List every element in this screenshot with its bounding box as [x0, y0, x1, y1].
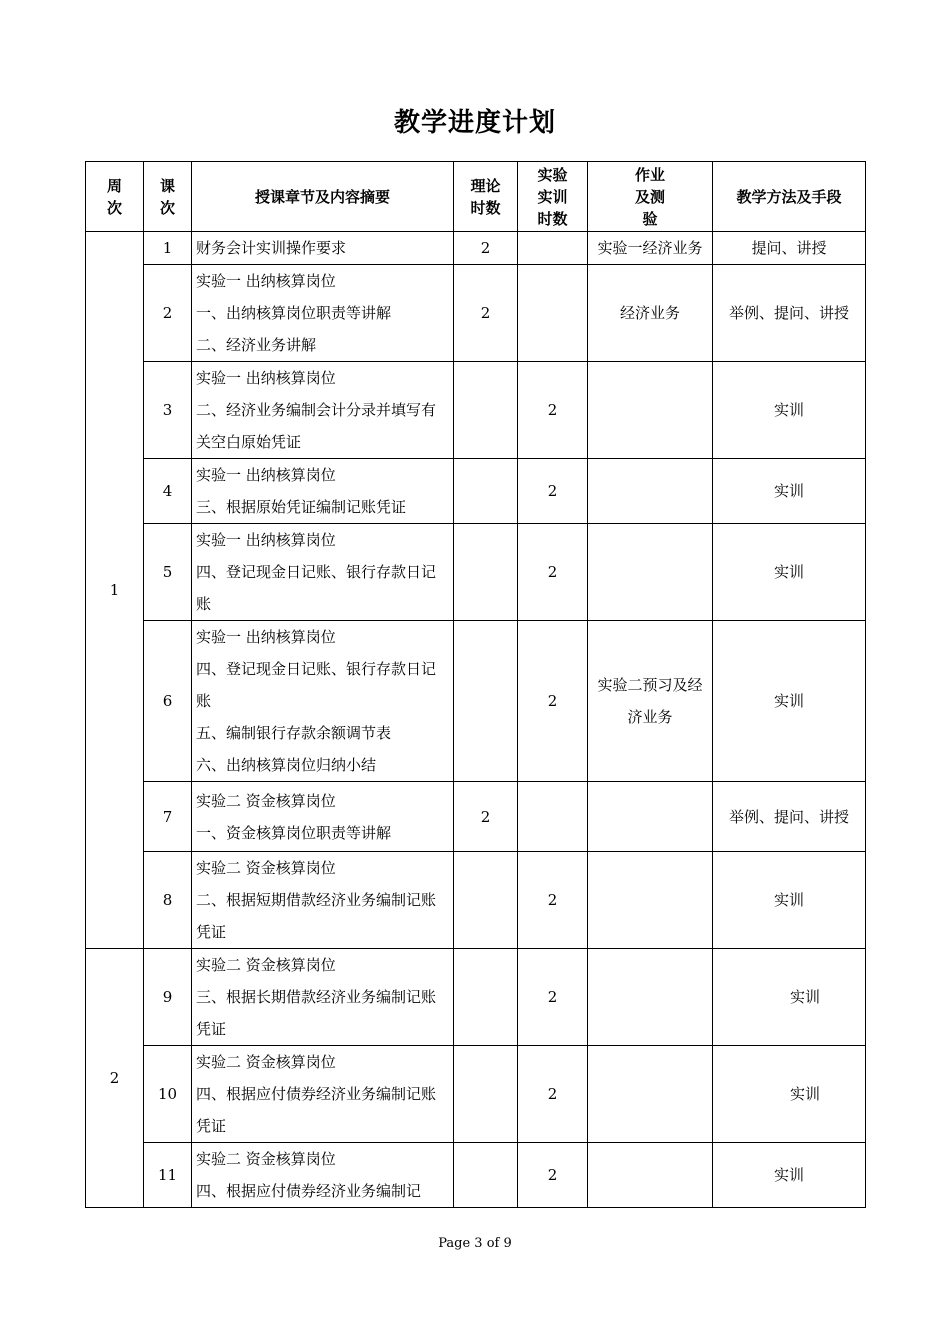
theory-hours-cell: [454, 621, 518, 782]
schedule-body: [86, 232, 866, 1208]
content-line: 实验二 资金核算岗位: [196, 1053, 336, 1071]
table-row: [86, 852, 866, 949]
theory-hours-cell: 2: [454, 782, 518, 852]
method-cell: 实训: [713, 621, 866, 782]
content-line: 二、经济业务讲解: [196, 336, 317, 354]
lab-hours-cell: [518, 232, 588, 265]
homework-cell: 实验二预习及经济业务: [588, 621, 713, 782]
theory-hours-cell: [454, 1046, 518, 1143]
page-footer: Page 3 of 9: [438, 1236, 512, 1251]
theory-hours-cell: 2: [454, 232, 518, 265]
method-cell: 实训: [713, 949, 866, 1046]
theory-hours-cell: [454, 362, 518, 459]
theory-hours-cell: [454, 459, 518, 524]
lesson-number: 4: [144, 459, 192, 524]
theory-hours-cell: [454, 1143, 518, 1208]
lesson-number: 2: [144, 265, 192, 362]
method-cell: 实训: [713, 524, 866, 621]
lesson-number: 5: [144, 524, 192, 621]
lesson-number: 9: [144, 949, 192, 1046]
header-method: 教学方法及手段: [713, 162, 866, 232]
content-cell: [192, 1046, 454, 1143]
homework-cell: 经济业务: [588, 265, 713, 362]
lab-hours-cell: [518, 265, 588, 362]
content-cell: [192, 524, 454, 621]
theory-hours-cell: [454, 852, 518, 949]
table-row: [86, 782, 866, 852]
content-cell: [192, 949, 454, 1046]
method-cell: 举例、提问、讲授: [713, 265, 866, 362]
method-cell: 实训: [713, 362, 866, 459]
header-row: [86, 162, 866, 232]
content-line: 六、出纳核算岗位归纳小结: [196, 756, 377, 774]
method-cell: 实训: [713, 1046, 866, 1143]
homework-cell: [588, 459, 713, 524]
method-cell: 实训: [713, 459, 866, 524]
table-row: [86, 1143, 866, 1208]
table-row: [86, 459, 866, 524]
lesson-number: 3: [144, 362, 192, 459]
content-cell: [192, 1143, 454, 1208]
lab-hours-cell: 2: [518, 362, 588, 459]
lab-hours-cell: 2: [518, 1046, 588, 1143]
content-line: 实验一 出纳核算岗位: [196, 531, 336, 549]
content-line: 四、登记现金日记账、银行存款日记账: [196, 563, 437, 613]
content-cell: [192, 621, 454, 782]
homework-cell: [588, 852, 713, 949]
content-line: 三、根据原始凭证编制记账凭证: [196, 498, 407, 516]
homework-cell: [588, 949, 713, 1046]
content-line: 四、根据应付债券经济业务编制记账凭证: [196, 1085, 437, 1135]
content-line: 二、根据短期借款经济业务编制记账凭证: [196, 891, 437, 941]
lab-hours-cell: 2: [518, 621, 588, 782]
lesson-number: 6: [144, 621, 192, 782]
homework-cell: [588, 1143, 713, 1208]
lesson-number: 8: [144, 852, 192, 949]
homework-cell: [588, 362, 713, 459]
content-cell: [192, 852, 454, 949]
content-line: 实验二 资金核算岗位: [196, 956, 336, 974]
homework-cell: [588, 1046, 713, 1143]
content-line: 一、资金核算岗位职责等讲解: [196, 823, 392, 842]
content-cell: [192, 459, 454, 524]
content-line: 四、根据应付债券经济业务编制记: [196, 1182, 422, 1200]
table-row: [86, 621, 866, 782]
page-title: 教学进度计划: [393, 108, 556, 138]
header-homework: 作业及测验: [588, 162, 713, 232]
table-row: [86, 232, 866, 265]
header-theory-hours: 理论时数: [454, 162, 518, 232]
lesson-number: 10: [144, 1046, 192, 1143]
table-row: [86, 1046, 866, 1143]
theory-hours-cell: 2: [454, 265, 518, 362]
content-line: 五、编制银行存款余额调节表: [196, 724, 392, 742]
method-cell: 实训: [713, 852, 866, 949]
content-line: 实验二 资金核算岗位: [196, 791, 336, 810]
content-line: 财务会计实训操作要求: [196, 239, 347, 257]
header-lab-hours: 实验实训时数: [518, 162, 588, 232]
lab-hours-cell: [518, 782, 588, 852]
content-line: 实验二 资金核算岗位: [196, 859, 336, 877]
header-week: 周次: [86, 162, 144, 232]
week-cell: 2: [86, 949, 144, 1208]
lab-hours-cell: 2: [518, 949, 588, 1046]
header-lesson: 课次: [144, 162, 192, 232]
table-row: [86, 265, 866, 362]
table-row: [86, 362, 866, 459]
header-content: 授课章节及内容摘要: [192, 162, 454, 232]
content-line: 三、根据长期借款经济业务编制记账凭证: [196, 988, 437, 1038]
content-cell: [192, 232, 454, 265]
week-cell: 1: [86, 232, 144, 949]
content-line: 实验一 出纳核算岗位: [196, 466, 336, 484]
content-line: 二、经济业务编制会计分录并填写有关空白原始凭证: [196, 401, 437, 451]
method-cell: 实训: [713, 1143, 866, 1208]
content-line: 四、登记现金日记账、银行存款日记账: [196, 660, 437, 710]
teaching-schedule-table: [85, 161, 866, 1208]
theory-hours-cell: [454, 524, 518, 621]
lab-hours-cell: 2: [518, 524, 588, 621]
content-cell: [192, 362, 454, 459]
lab-hours-cell: 2: [518, 852, 588, 949]
content-line: 一、出纳核算岗位职责等讲解: [196, 304, 392, 322]
lesson-number: 7: [144, 782, 192, 852]
table-row: [86, 524, 866, 621]
lesson-number: 1: [144, 232, 192, 265]
lab-hours-cell: 2: [518, 459, 588, 524]
homework-cell: [588, 524, 713, 621]
method-cell: 提问、讲授: [713, 232, 866, 265]
content-line: 实验二 资金核算岗位: [196, 1150, 336, 1168]
theory-hours-cell: [454, 949, 518, 1046]
method-cell: 举例、提问、讲授: [713, 782, 866, 852]
content-line: 实验一 出纳核算岗位: [196, 272, 336, 290]
content-line: 实验一 出纳核算岗位: [196, 369, 336, 387]
content-cell: [192, 782, 454, 852]
content-cell: [192, 265, 454, 362]
content-line: 实验一 出纳核算岗位: [196, 628, 336, 646]
homework-cell: [588, 782, 713, 852]
lesson-number: 11: [144, 1143, 192, 1208]
lab-hours-cell: 2: [518, 1143, 588, 1208]
homework-cell: 实验一经济业务: [588, 232, 713, 265]
table-row: [86, 949, 866, 1046]
